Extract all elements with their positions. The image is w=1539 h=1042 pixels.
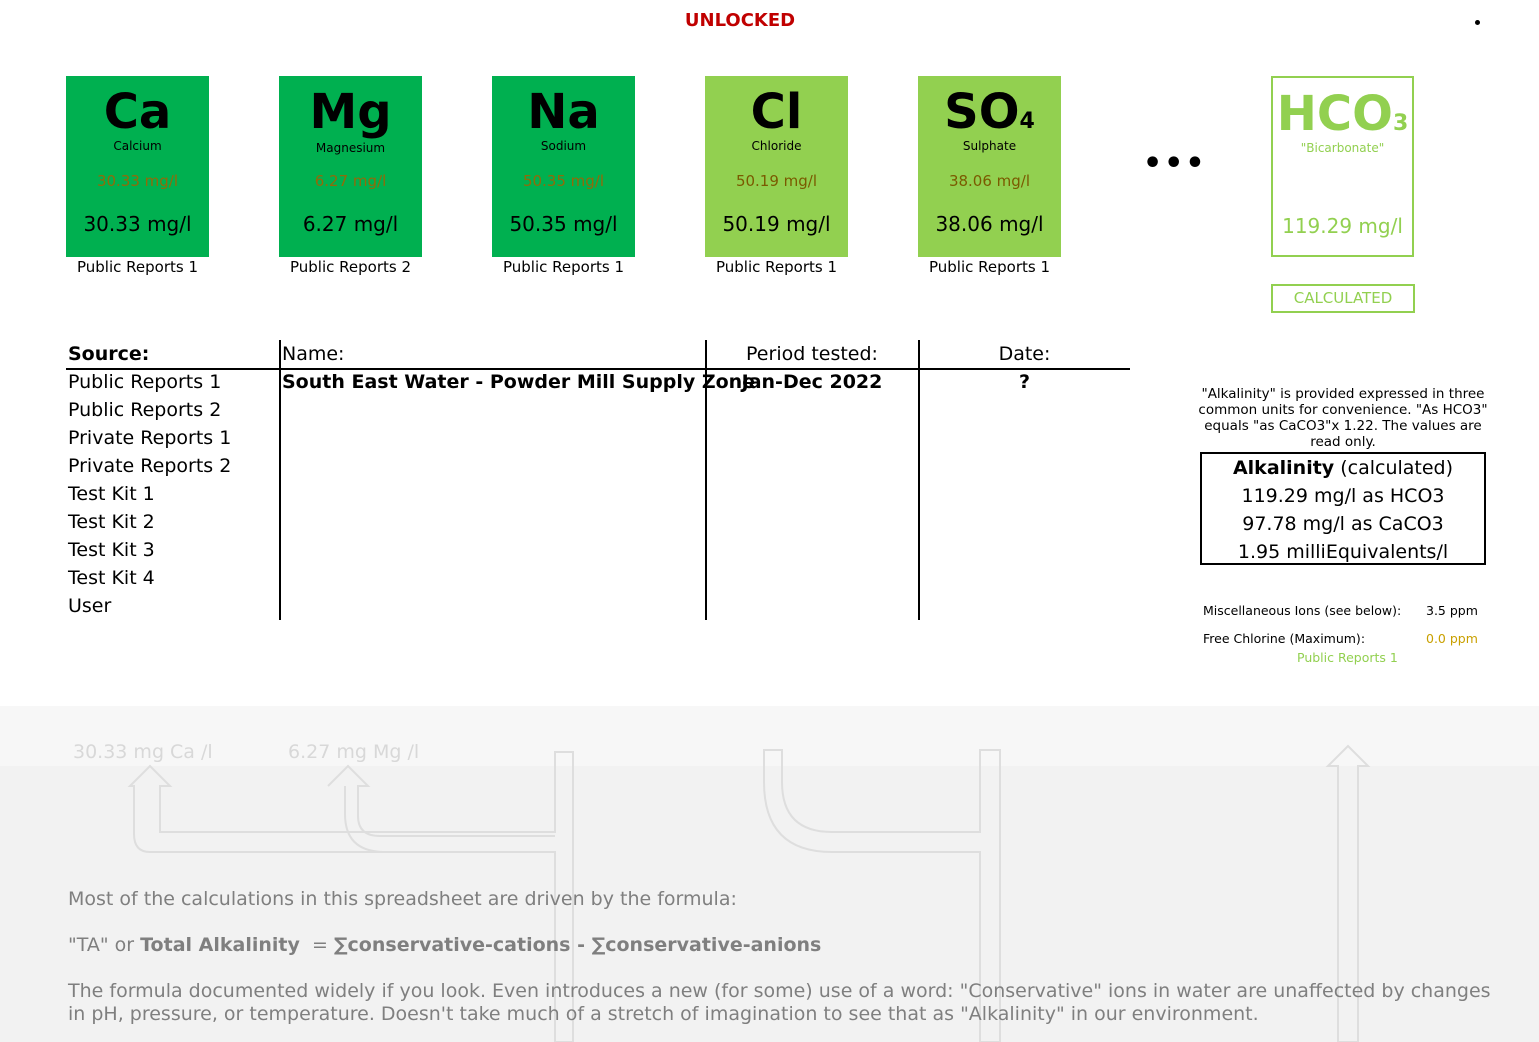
alkalinity-note: "Alkalinity" is provided expressed in three common units for convenience. "As HCO3" equals "as CaCO3"x 1.22. The values are read only. <box>1198 386 1488 450</box>
tile-value: 50.35 mg/l <box>509 212 618 236</box>
alkalinity-hco3: 119.29 mg/l as HCO3 <box>1241 485 1445 507</box>
tile-value: 38.06 mg/l <box>935 212 1044 236</box>
more-ellipsis: ••• <box>1143 146 1207 181</box>
tile-magnesium[interactable] <box>279 76 422 257</box>
tile-symbol: Na <box>527 84 600 140</box>
formula-explanation-2: in pH, pressure, or temperature. Doesn't take much of a stretch of imagination to see that as "Alkalinity" in our environment. <box>68 1003 1259 1025</box>
tile-value: 6.27 mg/l <box>302 212 399 236</box>
tile-name: Magnesium <box>315 141 386 155</box>
table-header-rule <box>66 368 1130 370</box>
dot-marker <box>1475 20 1480 25</box>
source-option[interactable]: Public Reports 2 <box>68 399 222 421</box>
free-chlorine-label: Free Chlorine (Maximum): <box>1203 631 1366 646</box>
tile-value: 119.29 mg/l <box>1282 214 1403 238</box>
misc-ions-value: 3.5 ppm <box>1426 603 1478 618</box>
tile-bicarbonate <box>1271 76 1414 257</box>
ghost-mg-label: 6.27 mg Mg /l <box>288 741 420 763</box>
tile-source-label: Public Reports 1 <box>76 258 198 276</box>
tile-value: 30.33 mg/l <box>83 212 192 236</box>
source-option[interactable]: Test Kit 2 <box>68 511 155 533</box>
formula-explanation-1: The formula documented widely if you look. Even introduces a new (for some) use of a word: "Conservative" ions in water are unaffected by changes <box>68 980 1491 1002</box>
misc-ions-label: Miscellaneous Ions (see below): <box>1203 603 1402 618</box>
tile-name: Chloride <box>751 139 802 153</box>
tile-name: Sulphate <box>962 139 1017 153</box>
tile-name: "Bicarbonate" <box>1300 141 1385 155</box>
tile-value-faded: 6.27 mg/l <box>314 172 387 190</box>
tile-source-label: Public Reports 1 <box>715 258 837 276</box>
tile-name: Sodium <box>540 139 587 153</box>
header-source: Source: <box>68 343 150 365</box>
tile-name: Calcium <box>113 139 162 153</box>
tile-source-label: Public Reports 1 <box>502 258 624 276</box>
alkalinity-title: Alkalinity (calculated) <box>1232 457 1454 479</box>
calculated-button[interactable]: CALCULATED <box>1271 284 1415 313</box>
arrow-mg-path <box>328 766 555 836</box>
column-divider <box>279 340 281 620</box>
tile-source-label: Public Reports 2 <box>289 258 411 276</box>
tile-symbol: SO4 <box>944 84 1035 140</box>
source-option[interactable]: Test Kit 1 <box>68 483 155 505</box>
source-option[interactable]: Test Kit 3 <box>68 539 155 561</box>
tile-symbol: Ca <box>103 84 172 140</box>
arrow-mg-curve <box>345 786 385 852</box>
tile-symbol: Cl <box>750 84 803 140</box>
header-name: Name: <box>282 343 345 365</box>
tile-value-faded: 50.19 mg/l <box>735 172 818 190</box>
tile-value: 50.19 mg/l <box>722 212 831 236</box>
tile-sulphate[interactable] <box>918 76 1061 257</box>
tile-source-label: Public Reports 1 <box>928 258 1050 276</box>
free-chlorine-value: 0.0 ppm <box>1426 631 1478 646</box>
tile-symbol: HCO3 <box>1276 86 1409 142</box>
tile-calcium[interactable] <box>66 76 209 257</box>
tile-symbol: Mg <box>309 84 392 140</box>
source-name-cell[interactable]: South East Water - Powder Mill Supply Zone <box>282 371 756 393</box>
free-chlorine-source: Public Reports 1 <box>1297 650 1398 665</box>
formula-intro: Most of the calculations in this spreadsheet are driven by the formula: <box>68 888 737 910</box>
date-cell[interactable]: ? <box>1018 371 1031 393</box>
formula-line: "TA" or Total Alkalinity = ∑conservative-cations - ∑conservative-anions <box>68 934 822 956</box>
tile-chloride[interactable] <box>705 76 848 257</box>
source-option[interactable]: Public Reports 1 <box>68 371 222 393</box>
source-option[interactable]: User <box>68 595 112 617</box>
ghost-ca-label: 30.33 mg Ca /l <box>73 741 213 763</box>
tile-value-faded: 50.35 mg/l <box>522 172 605 190</box>
tile-value-faded: 30.33 mg/l <box>96 172 179 190</box>
source-option[interactable]: Private Reports 1 <box>68 427 232 449</box>
tile-sodium[interactable] <box>492 76 635 257</box>
alkalinity-meq: 1.95 milliEquivalents/l <box>1237 541 1449 563</box>
source-option[interactable]: Private Reports 2 <box>68 455 232 477</box>
alkalinity-box <box>1200 452 1486 565</box>
period-cell[interactable]: Jan-Dec 2022 <box>741 371 883 393</box>
tile-value-faded: 38.06 mg/l <box>948 172 1031 190</box>
lock-status: UNLOCKED <box>684 10 796 31</box>
source-option[interactable]: Test Kit 4 <box>68 567 155 589</box>
header-period: Period tested: <box>746 343 878 365</box>
alkalinity-caco3: 97.78 mg/l as CaCO3 <box>1242 513 1444 535</box>
header-date: Date: <box>998 343 1051 365</box>
